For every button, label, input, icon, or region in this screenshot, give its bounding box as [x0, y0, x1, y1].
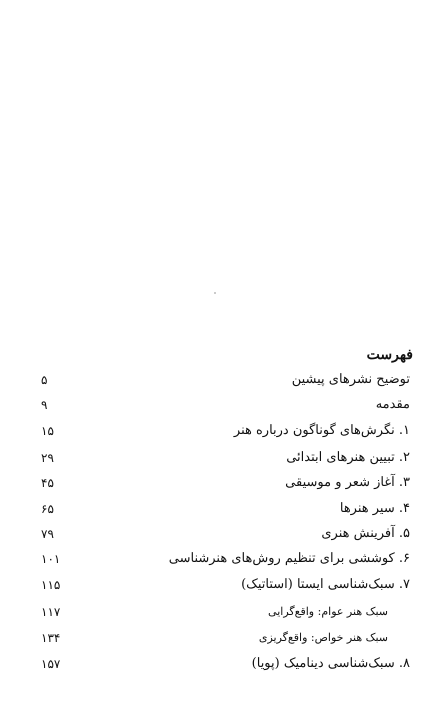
- toc-entry-title: ۶. کوششی برای تنظیم روش‌های هنرشناسی: [168, 551, 410, 566]
- toc-row: [0, 523, 446, 545]
- toc-title: فهرست: [366, 347, 413, 363]
- toc-entry-title: ۸. سبک‌شناسی دینامیک (پویا): [251, 656, 410, 671]
- toc-entry-title: ۲. تبیین هنرهای ابتدائی: [286, 450, 410, 465]
- toc-entry-page: ۲۹: [41, 451, 54, 465]
- toc-entry-page: ۶۵: [41, 502, 54, 516]
- toc-entry-page: ۱۵۷: [41, 657, 61, 671]
- toc-row: [0, 498, 446, 520]
- toc-entry-title: ۱. نگرش‌های گوناگون درباره هنر: [233, 423, 410, 438]
- toc-entry-title: ۵. آفرینش هنری: [321, 526, 410, 541]
- toc-row: [0, 472, 446, 494]
- toc-entry-page: ۱۰۱: [41, 552, 61, 566]
- toc-entry-page: ۱۱۵: [41, 578, 61, 592]
- toc-entry-title: مقدمه: [375, 397, 410, 412]
- toc-row: [0, 548, 446, 570]
- toc-entry-page: ۱۳۴: [41, 631, 61, 645]
- toc-entry-title: ۳. آغاز شعر و موسیقی: [285, 475, 410, 490]
- toc-row: [0, 447, 446, 469]
- toc-row: [0, 369, 446, 391]
- toc-entry-page: ۵: [41, 373, 48, 387]
- toc-row: [0, 420, 446, 442]
- toc-entry-page: ۱۵: [41, 424, 54, 438]
- toc-subentry-title: سبک هنر عوام: واقع‌گرایی: [268, 605, 388, 618]
- toc-row: [0, 601, 446, 623]
- toc-entry-page: ۹: [41, 398, 48, 412]
- toc-entry-title: توضیح نشرهای پیشین: [291, 372, 410, 387]
- toc-entry-title: ۴. سیر هنرها: [339, 501, 410, 516]
- toc-row: [0, 394, 446, 416]
- toc-row: [0, 627, 446, 649]
- toc-subentry-title: سبک هنر خواص: واقع‌گریزی: [258, 631, 388, 644]
- toc-row: [0, 653, 446, 675]
- toc-entry-page: ۴۵: [41, 476, 54, 490]
- toc-entry-page: ۷۹: [41, 527, 54, 541]
- toc-entry-title: ۷. سبک‌شناسی ایستا (استاتیک): [241, 577, 410, 592]
- toc-row: [0, 574, 446, 596]
- toc-entry-page: ۱۱۷: [41, 605, 61, 619]
